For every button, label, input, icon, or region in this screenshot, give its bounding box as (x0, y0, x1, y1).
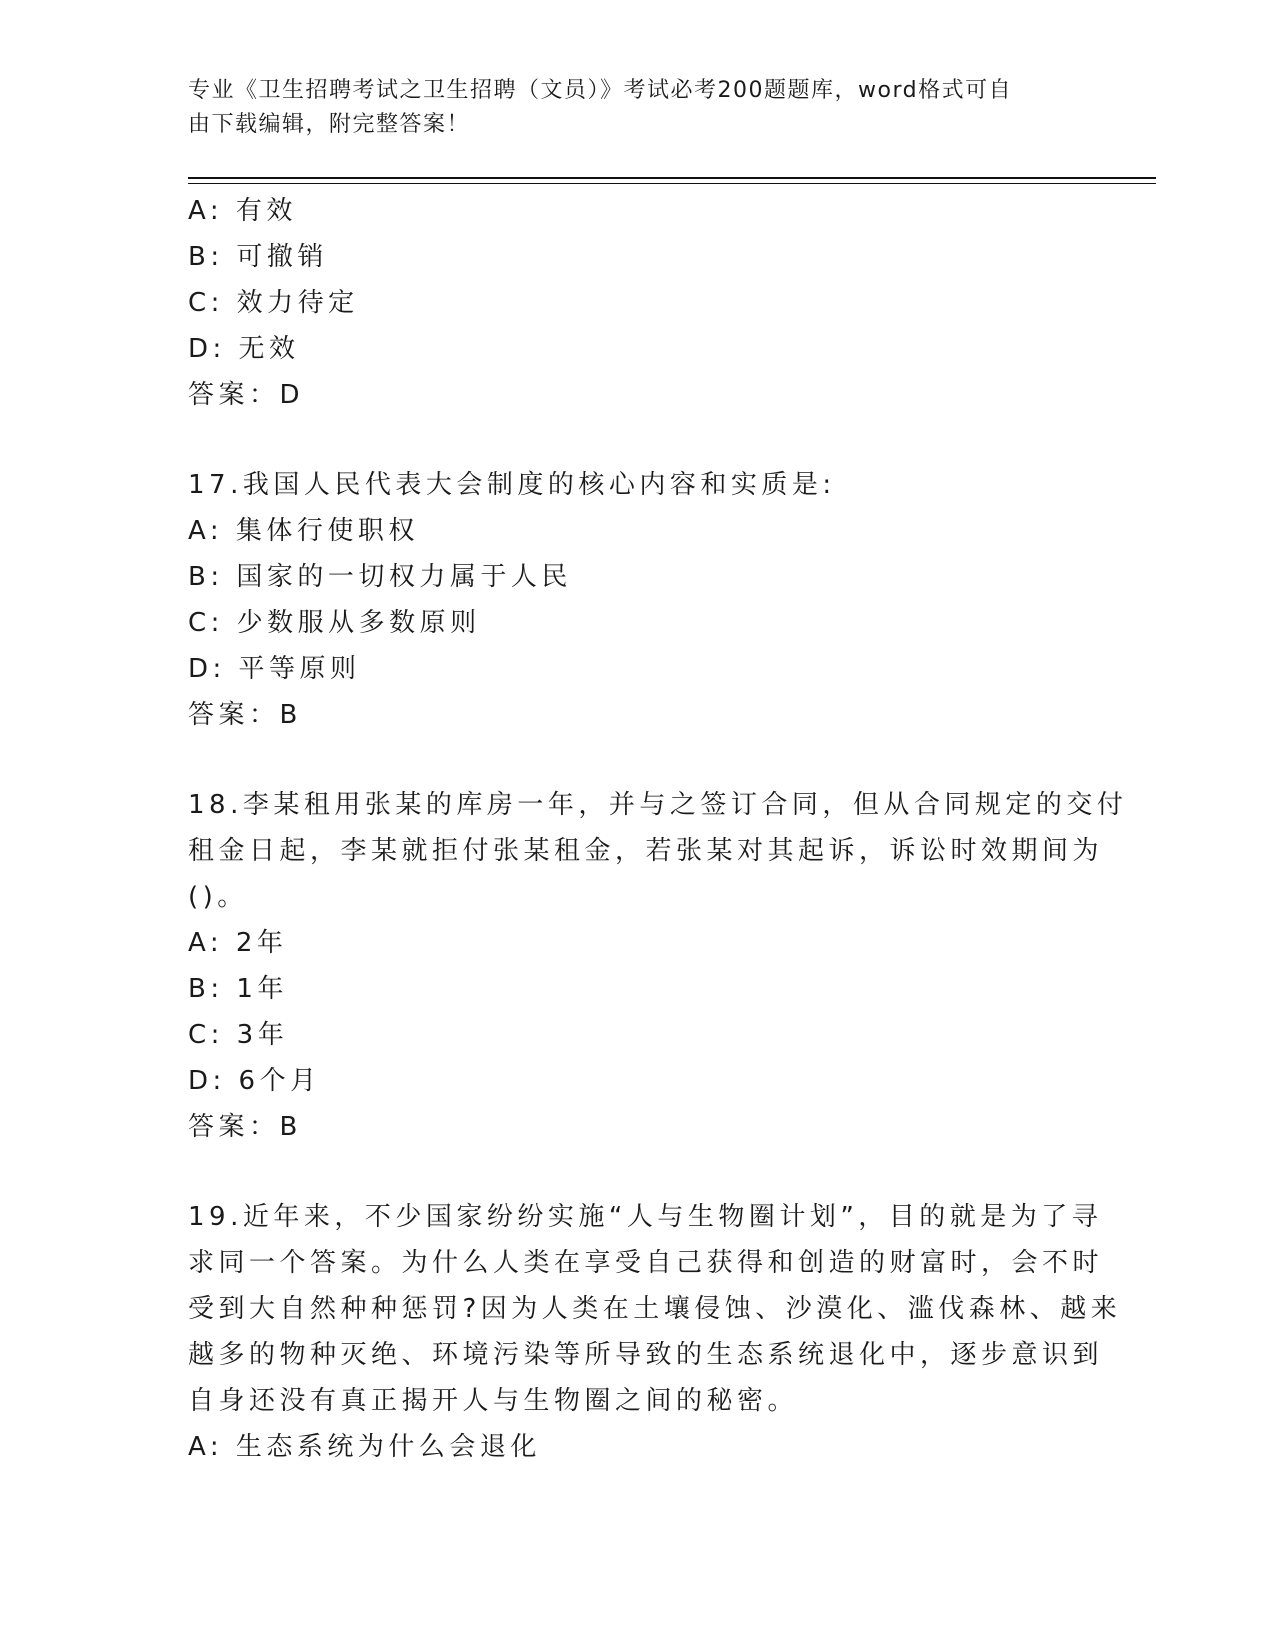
option-d: D: 无效 (188, 334, 300, 364)
spacer (188, 418, 1088, 462)
question-stem-line: 19.近年来，不少国家纷纷实施“人与生物圈计划”，目的就是为了寻 (188, 1202, 1103, 1232)
option-d: D: 平等原则 (188, 654, 361, 684)
option-c: C: 少数服从多数原则 (188, 608, 481, 638)
option-d: D: 6个月 (188, 1066, 321, 1096)
header-divider-thick (188, 177, 1156, 179)
document-header (188, 74, 1068, 142)
question-list (188, 188, 1128, 1470)
question-16 (188, 188, 1088, 418)
option-b: B: 1年 (188, 974, 288, 1004)
option-c: C: 3年 (188, 1020, 289, 1050)
question-stem-line: ()。 (188, 882, 248, 912)
question-stem-line: 越多的物种灭绝、环境污染等所导致的生态系统退化中，逐步意识到 (188, 1340, 1104, 1370)
option-a: A: 集体行使职权 (188, 516, 419, 546)
question-stem-line: 自身还没有真正揭开人与生物圈之间的秘密。 (188, 1386, 799, 1416)
question-stem-line: 受到大自然种种惩罚?因为人类在土壤侵蚀、沙漠化、滥伐森林、越来 (188, 1294, 1122, 1324)
option-b: B: 国家的一切权力属于人民 (188, 562, 572, 592)
question-19 (188, 1194, 1122, 1470)
spacer (188, 738, 1088, 782)
option-b: B: 可撤销 (188, 242, 328, 272)
header-line-2: 由下载编辑，附完整答案！ (188, 112, 471, 137)
question-stem: 17.我国人民代表大会制度的核心内容和实质是: (188, 470, 836, 500)
option-c: C: 效力待定 (188, 288, 359, 318)
answer: 答案：B (188, 1112, 302, 1142)
spacer (188, 1150, 1088, 1194)
question-stem-line: 18.李某租用张某的库房一年，并与之签订合同，但从合同规定的交付 (188, 790, 1128, 820)
option-a: A: 2年 (188, 928, 288, 958)
question-17 (188, 462, 1088, 738)
header-divider-thin (188, 183, 1156, 184)
answer: 答案：D (188, 380, 305, 410)
question-stem-line: 租金日起，李某就拒付张某租金，若张某对其起诉，诉讼时效期间为 (188, 836, 1104, 866)
option-a: A: 生态系统为什么会退化 (188, 1432, 541, 1462)
question-stem-line: 求同一个答案。为什么人类在享受自己获得和创造的财富时，会不时 (188, 1248, 1104, 1278)
answer: 答案：B (188, 700, 302, 730)
header-line-1: 专业《卫生招聘考试之卫生招聘（文员）》考试必考200题题库，word格式可自 (188, 78, 1013, 103)
option-a: A: 有效 (188, 196, 297, 226)
question-18 (188, 782, 1128, 1150)
